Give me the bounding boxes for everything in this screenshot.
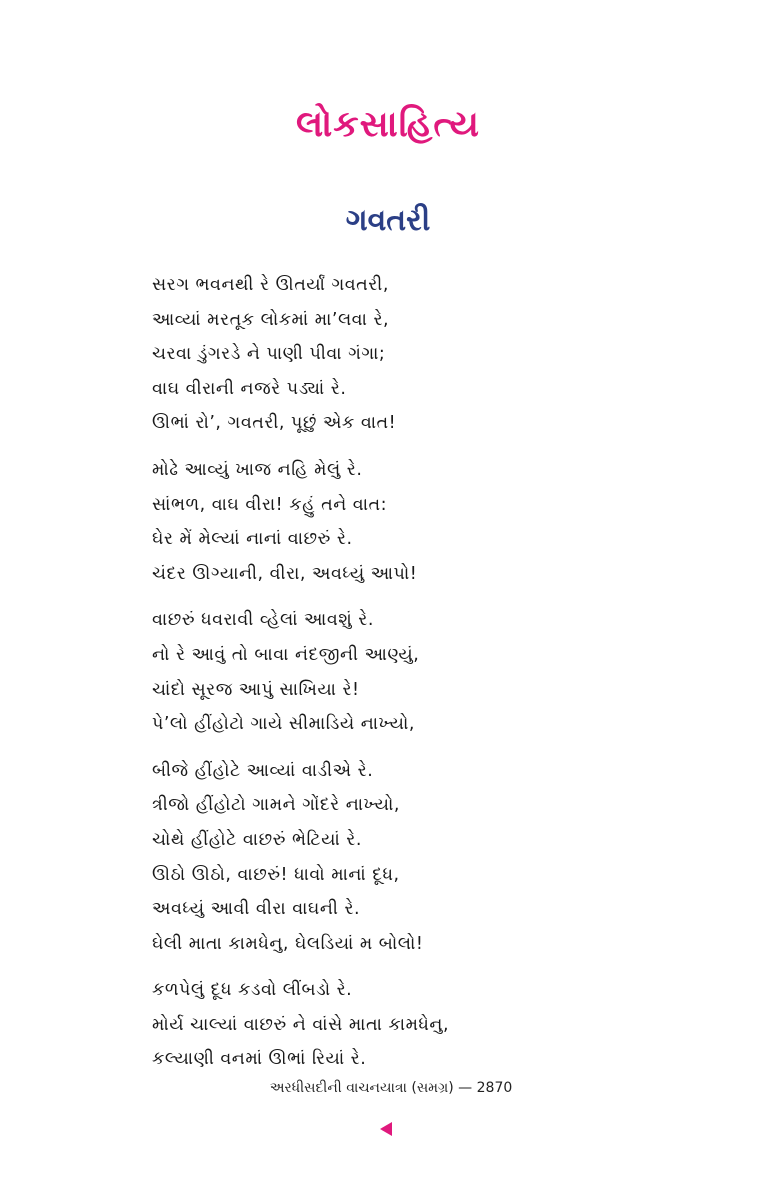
stanza-5 bbox=[152, 973, 632, 1077]
poem-line: ચાંદો સૂરજ આપું સાખિયા રે! bbox=[152, 679, 360, 700]
poem-line: વાછરું ધવરાવી વ્હેલાં આવશું રે. bbox=[152, 610, 374, 631]
poem-title: ગવતરી bbox=[345, 203, 431, 238]
poem-line: કલ્યાણી વનમાં ઊભાં રિયાં રે. bbox=[152, 1049, 367, 1070]
poem-line: નો રે આવું તો બાવા નંદજીની આણ્યું, bbox=[152, 644, 420, 665]
stanza-2 bbox=[152, 453, 632, 591]
poem-line: આવ્યાં મરતૂક લોકમાં મા’લવા રે, bbox=[152, 309, 390, 330]
poem-line: સાંભળ, વાઘ વીરા! કહું તને વાત: bbox=[152, 494, 387, 515]
poem-line: ચંદર ઊગ્યાની, વીરા, અવધ્યું આપો! bbox=[152, 563, 418, 584]
poem-line: ચરવા ડુંગરડે ને પાણી પીવા ગંગા; bbox=[152, 344, 386, 365]
poem-line: ઊઠો ઊઠો, વાછરું! ધાવો માનાં દૂધ, bbox=[152, 864, 400, 885]
stanza-3 bbox=[152, 603, 632, 741]
triangle-left-icon[interactable] bbox=[380, 1122, 392, 1136]
poem-line: અવધ્યું આવી વીરા વાઘની રે. bbox=[152, 899, 361, 920]
stanza-4 bbox=[152, 754, 632, 962]
poem-line: ત્રીજો હીંહોટો ગામને ગોંદરે નાખ્યો, bbox=[152, 795, 400, 816]
poem-line: ચોથે હીંહોટે વાછરું ભેટિયાં રે. bbox=[152, 829, 362, 850]
poem-line: કળપેલું દૂધ કડવો લીંબડો રે. bbox=[152, 980, 353, 1001]
poem-line: બીજે હીંહોટે આવ્યાં વાડીએ રે. bbox=[152, 760, 374, 781]
poem-line: ઘેર મેં મેલ્યાં નાનાં વાછરું રે. bbox=[152, 529, 353, 550]
poem-line: સરગ ભવનથી રે ઊતર્યાં ગવતરી, bbox=[152, 275, 389, 295]
poem-line: ઘેલી માતા કામધેનુ, ઘેલડિયાં મ બોલો! bbox=[152, 933, 424, 954]
poem-line: મોર્ય ચાલ્યાં વાછરું ને વાંસે માતા કામધેનુ, bbox=[152, 1014, 450, 1035]
stanza-1 bbox=[152, 268, 632, 441]
poem-line: ઊભાં રો’, ગવતરી, પૂછું એક વાત! bbox=[152, 413, 397, 434]
poem-line: મોઢે આવ્યું ખાજ નહિ મેલું રે. bbox=[152, 459, 363, 480]
poem-line: પે’લો હીંહોટો ગાયે સીમાડિયે નાખ્યો, bbox=[152, 714, 415, 735]
poem-line: વાઘ વીરાની નજરે પડ્યાં રે. bbox=[152, 378, 347, 399]
page-footer: અરધીસદીની વાચનયાત્રા (સમગ્ર) — 2870 bbox=[269, 1080, 513, 1096]
section-title: લોકસાહિત્ય bbox=[296, 104, 480, 145]
poem-body bbox=[152, 268, 632, 1089]
